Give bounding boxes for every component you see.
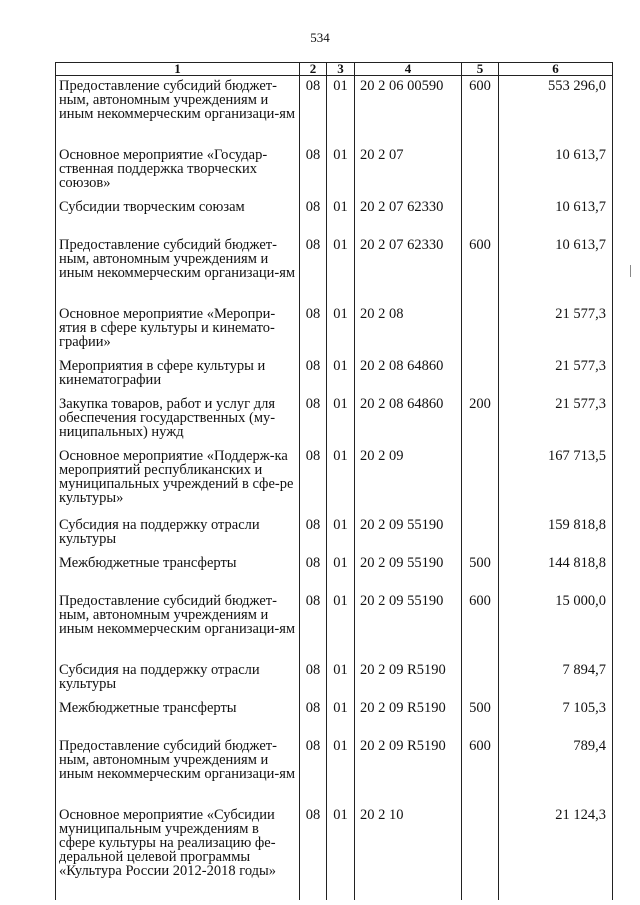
row-description: Основное мероприятие «Государ-ственная поддержка творческих союзов» bbox=[56, 145, 300, 197]
row-section-code: 08 bbox=[300, 446, 327, 515]
row-expense-type bbox=[462, 805, 499, 900]
row-amount: 15 000,0 bbox=[499, 591, 613, 660]
row-subsection-code: 01 bbox=[327, 394, 355, 446]
row-amount: 21 577,3 bbox=[499, 394, 613, 446]
row-subsection-code: 01 bbox=[327, 805, 355, 900]
row-expense-type: 500 bbox=[462, 553, 499, 591]
table-row bbox=[56, 304, 613, 356]
row-subsection-code: 01 bbox=[327, 76, 355, 146]
row-subsection-code: 01 bbox=[327, 446, 355, 515]
row-subsection-code: 01 bbox=[327, 698, 355, 736]
row-subsection-code: 01 bbox=[327, 304, 355, 356]
row-section-code: 08 bbox=[300, 805, 327, 900]
column-header-5: 5 bbox=[462, 63, 499, 76]
row-expense-type: 600 bbox=[462, 736, 499, 805]
row-expense-type bbox=[462, 446, 499, 515]
row-expense-type: 600 bbox=[462, 591, 499, 660]
row-section-code: 08 bbox=[300, 76, 327, 146]
row-target-article: 20 2 08 64860 bbox=[355, 356, 462, 394]
row-expense-type bbox=[462, 197, 499, 235]
row-subsection-code: 01 bbox=[327, 356, 355, 394]
row-amount: 167 713,5 bbox=[499, 446, 613, 515]
column-header-4: 4 bbox=[355, 63, 462, 76]
row-amount: 7 105,3 bbox=[499, 698, 613, 736]
row-subsection-code: 01 bbox=[327, 591, 355, 660]
row-expense-type bbox=[462, 145, 499, 197]
table-row bbox=[56, 76, 613, 146]
row-target-article: 20 2 09 55190 bbox=[355, 591, 462, 660]
row-target-article: 20 2 10 bbox=[355, 805, 462, 900]
row-target-article: 20 2 09 bbox=[355, 446, 462, 515]
row-target-article: 20 2 09 55190 bbox=[355, 553, 462, 591]
row-target-article: 20 2 07 62330 bbox=[355, 197, 462, 235]
row-target-article: 20 2 08 bbox=[355, 304, 462, 356]
table-row bbox=[56, 698, 613, 736]
row-expense-type bbox=[462, 660, 499, 698]
scan-margin-mark bbox=[630, 265, 631, 277]
row-section-code: 08 bbox=[300, 553, 327, 591]
row-amount: 21 577,3 bbox=[499, 356, 613, 394]
table-row bbox=[56, 446, 613, 515]
row-amount: 21 577,3 bbox=[499, 304, 613, 356]
row-target-article: 20 2 09 R5190 bbox=[355, 698, 462, 736]
row-description: Межбюджетные трансферты bbox=[56, 698, 300, 736]
row-description: Субсидии творческим союзам bbox=[56, 197, 300, 235]
row-amount: 144 818,8 bbox=[499, 553, 613, 591]
row-amount: 159 818,8 bbox=[499, 515, 613, 553]
row-section-code: 08 bbox=[300, 698, 327, 736]
row-description: Предоставление субсидий бюджет-ным, автономным учреждениям и иным некоммерческим организаци-ям bbox=[56, 76, 300, 146]
row-section-code: 08 bbox=[300, 304, 327, 356]
row-target-article: 20 2 09 R5190 bbox=[355, 736, 462, 805]
row-section-code: 08 bbox=[300, 394, 327, 446]
budget-table bbox=[55, 62, 613, 900]
table-row bbox=[56, 805, 613, 900]
table-row bbox=[56, 553, 613, 591]
row-description: Закупка товаров, работ и услуг для обеспечения государственных (му-ниципальных) нужд bbox=[56, 394, 300, 446]
row-subsection-code: 01 bbox=[327, 145, 355, 197]
row-amount: 553 296,0 bbox=[499, 76, 613, 146]
row-target-article: 20 2 07 62330 bbox=[355, 235, 462, 304]
row-expense-type: 600 bbox=[462, 76, 499, 146]
page-number: 534 bbox=[310, 30, 330, 45]
row-description: Предоставление субсидий бюджет-ным, автономным учреждениям и иным некоммерческим организаци-ям bbox=[56, 736, 300, 805]
row-section-code: 08 bbox=[300, 515, 327, 553]
row-subsection-code: 01 bbox=[327, 660, 355, 698]
row-section-code: 08 bbox=[300, 197, 327, 235]
table-row bbox=[56, 660, 613, 698]
row-subsection-code: 01 bbox=[327, 515, 355, 553]
row-section-code: 08 bbox=[300, 660, 327, 698]
row-description: Межбюджетные трансферты bbox=[56, 553, 300, 591]
row-subsection-code: 01 bbox=[327, 553, 355, 591]
row-expense-type bbox=[462, 356, 499, 394]
row-target-article: 20 2 07 bbox=[355, 145, 462, 197]
row-amount: 789,4 bbox=[499, 736, 613, 805]
row-description: Основное мероприятие «Субсидии муниципальным учреждениям в сфере культуры на реализацию фе-деральной целевой программы «Культура России 2012-2018 годы» bbox=[56, 805, 300, 900]
row-section-code: 08 bbox=[300, 736, 327, 805]
row-subsection-code: 01 bbox=[327, 197, 355, 235]
row-target-article: 20 2 08 64860 bbox=[355, 394, 462, 446]
row-subsection-code: 01 bbox=[327, 235, 355, 304]
row-amount: 10 613,7 bbox=[499, 235, 613, 304]
table-row bbox=[56, 197, 613, 235]
row-amount: 7 894,7 bbox=[499, 660, 613, 698]
row-description: Субсидия на поддержку отрасли культуры bbox=[56, 515, 300, 553]
row-target-article: 20 2 06 00590 bbox=[355, 76, 462, 146]
row-description: Предоставление субсидий бюджет-ным, автономным учреждениям и иным некоммерческим организаци-ям bbox=[56, 235, 300, 304]
row-amount: 10 613,7 bbox=[499, 197, 613, 235]
row-section-code: 08 bbox=[300, 235, 327, 304]
column-header-6: 6 bbox=[499, 63, 613, 76]
row-description: Мероприятия в сфере культуры и кинематографии bbox=[56, 356, 300, 394]
table-row bbox=[56, 394, 613, 446]
row-section-code: 08 bbox=[300, 145, 327, 197]
row-description: Предоставление субсидий бюджет-ным, автономным учреждениям и иным некоммерческим организаци-ям bbox=[56, 591, 300, 660]
row-description: Основное мероприятие «Поддерж-ка мероприятий республиканских и муниципальных учреждений в сфе-ре культуры» bbox=[56, 446, 300, 515]
table-row bbox=[56, 736, 613, 805]
column-header-3: 3 bbox=[327, 63, 355, 76]
row-section-code: 08 bbox=[300, 591, 327, 660]
table-row bbox=[56, 515, 613, 553]
row-expense-type bbox=[462, 515, 499, 553]
table-row bbox=[56, 591, 613, 660]
column-header-1: 1 bbox=[56, 63, 300, 76]
row-expense-type bbox=[462, 304, 499, 356]
row-target-article: 20 2 09 R5190 bbox=[355, 660, 462, 698]
table-header-row bbox=[56, 63, 613, 76]
table-row bbox=[56, 356, 613, 394]
table-row bbox=[56, 145, 613, 197]
row-description: Основное мероприятие «Меропри-ятия в сфере культуры и кинемато-графии» bbox=[56, 304, 300, 356]
row-expense-type: 200 bbox=[462, 394, 499, 446]
row-amount: 10 613,7 bbox=[499, 145, 613, 197]
column-header-2: 2 bbox=[300, 63, 327, 76]
row-expense-type: 600 bbox=[462, 235, 499, 304]
row-expense-type: 500 bbox=[462, 698, 499, 736]
row-section-code: 08 bbox=[300, 356, 327, 394]
table-row bbox=[56, 235, 613, 304]
row-subsection-code: 01 bbox=[327, 736, 355, 805]
row-target-article: 20 2 09 55190 bbox=[355, 515, 462, 553]
row-amount: 21 124,3 bbox=[499, 805, 613, 900]
row-description: Субсидия на поддержку отрасли культуры bbox=[56, 660, 300, 698]
